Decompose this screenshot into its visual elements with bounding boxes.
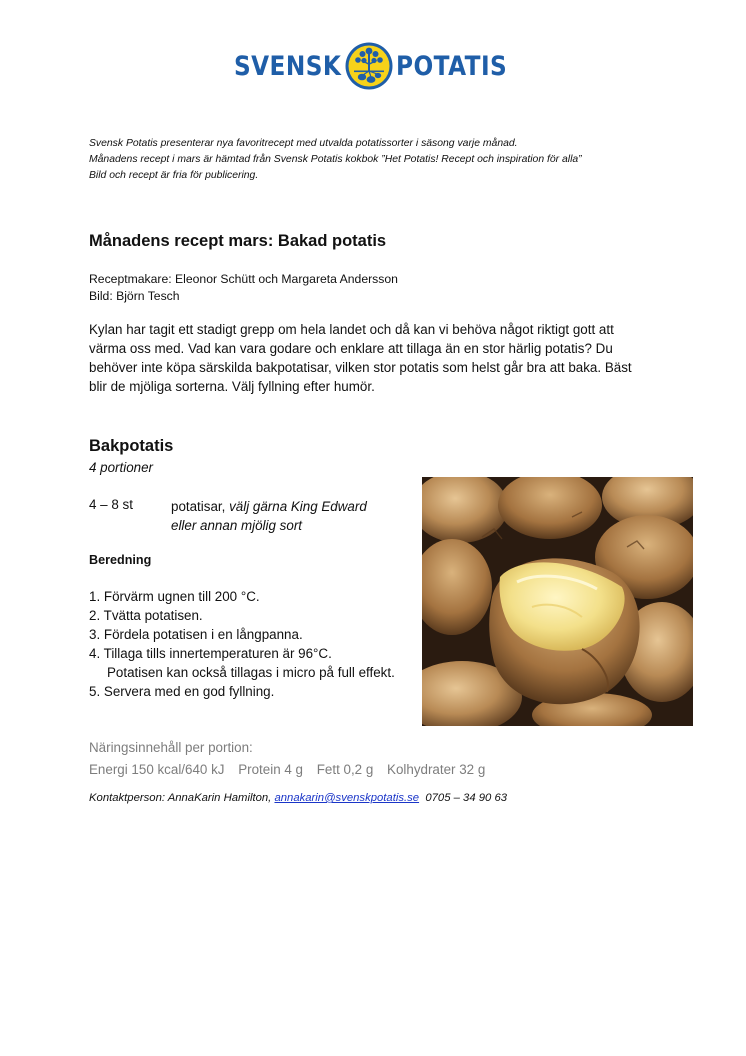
ingredient-description	[171, 497, 367, 535]
recipe-makers: Receptmakare: Eleonor Schütt och Margareta Andersson	[89, 272, 398, 286]
nutrition-heading: Näringsinnehåll per portion:	[89, 740, 253, 755]
ingredient-name: potatisar,	[171, 499, 226, 514]
nutrition-fat: Fett 0,2 g	[316, 762, 374, 777]
lead-line: värma oss med. Vad kan vara godare och enklare att tillaga än en stor härlig potatis? Du	[89, 341, 613, 356]
svensk-potatis-logo	[234, 40, 514, 92]
ingredient-quantity: 4 – 8 st	[89, 497, 133, 512]
preparation-heading: Beredning	[89, 553, 152, 567]
preparation-steps	[89, 587, 395, 701]
contact-line	[89, 792, 507, 804]
ingredient-note: välj gärna King Edward	[229, 499, 367, 514]
step-item-note: Potatisen kan också tillagas i micro på full effekt.	[107, 665, 395, 680]
step-item: 1. Förvärm ugnen till 200 °C.	[89, 589, 260, 604]
intro-line: Bild och recept är fria för publicering.	[89, 170, 259, 181]
nutrition-energy: Energi 150 kcal/640 kJ	[89, 762, 225, 777]
recipe-portions: 4 portioner	[89, 460, 154, 475]
logo-word-svensk: SVENSK	[234, 50, 342, 82]
contact-phone: 0705 – 34 90 63	[425, 792, 508, 804]
lead-line: Kylan har tagit ett stadigt grepp om hela landet och då kan vi behöva något riktigt gott att	[89, 322, 614, 337]
ingredient-note: eller annan mjölig sort	[171, 518, 302, 533]
intro-text	[89, 136, 689, 184]
contact-label: Kontaktperson: AnnaKarin Hamilton,	[89, 792, 272, 804]
lead-line: behöver inte köpa särskilda bakpotatisar, vilken stor potatis som helst går bra att baka. Bäst	[89, 360, 632, 375]
nutrition-protein: Protein 4 g	[238, 762, 303, 777]
step-item: 3. Fördela potatisen i en långpanna.	[89, 627, 303, 642]
page-title: Månadens recept mars: Bakad potatis	[89, 232, 387, 250]
credits	[89, 271, 398, 305]
nutrition-carbs: Kolhydrater 32 g	[387, 762, 486, 777]
baked-potato-photo	[422, 477, 693, 726]
logo-word-potatis: POTATIS	[396, 50, 508, 82]
lead-line: blir de mjöliga sorterna. Välj fyllning efter humör.	[89, 379, 375, 394]
intro-line: Månadens recept i mars är hämtad från Svensk Potatis kokbok ”Het Potatis! Recept och inspiration för alla”	[89, 154, 582, 165]
photo-credit: Bild: Björn Tesch	[89, 289, 180, 303]
step-item: 4. Tillaga tills innertemperaturen är 96°C.	[89, 646, 332, 661]
lead-paragraph	[89, 320, 669, 396]
intro-line: Svensk Potatis presenterar nya favoritrecept med utvalda potatissorter i säsong varje månad.	[89, 138, 518, 149]
step-item: 5. Servera med en god fyllning.	[89, 684, 275, 699]
potato-plant-emblem-icon	[344, 41, 394, 91]
contact-email-link[interactable]: annakarin@svenskpotatis.se	[274, 792, 420, 804]
step-item: 2. Tvätta potatisen.	[89, 608, 203, 623]
recipe-title: Bakpotatis	[89, 437, 174, 455]
nutrition-info	[89, 737, 485, 781]
